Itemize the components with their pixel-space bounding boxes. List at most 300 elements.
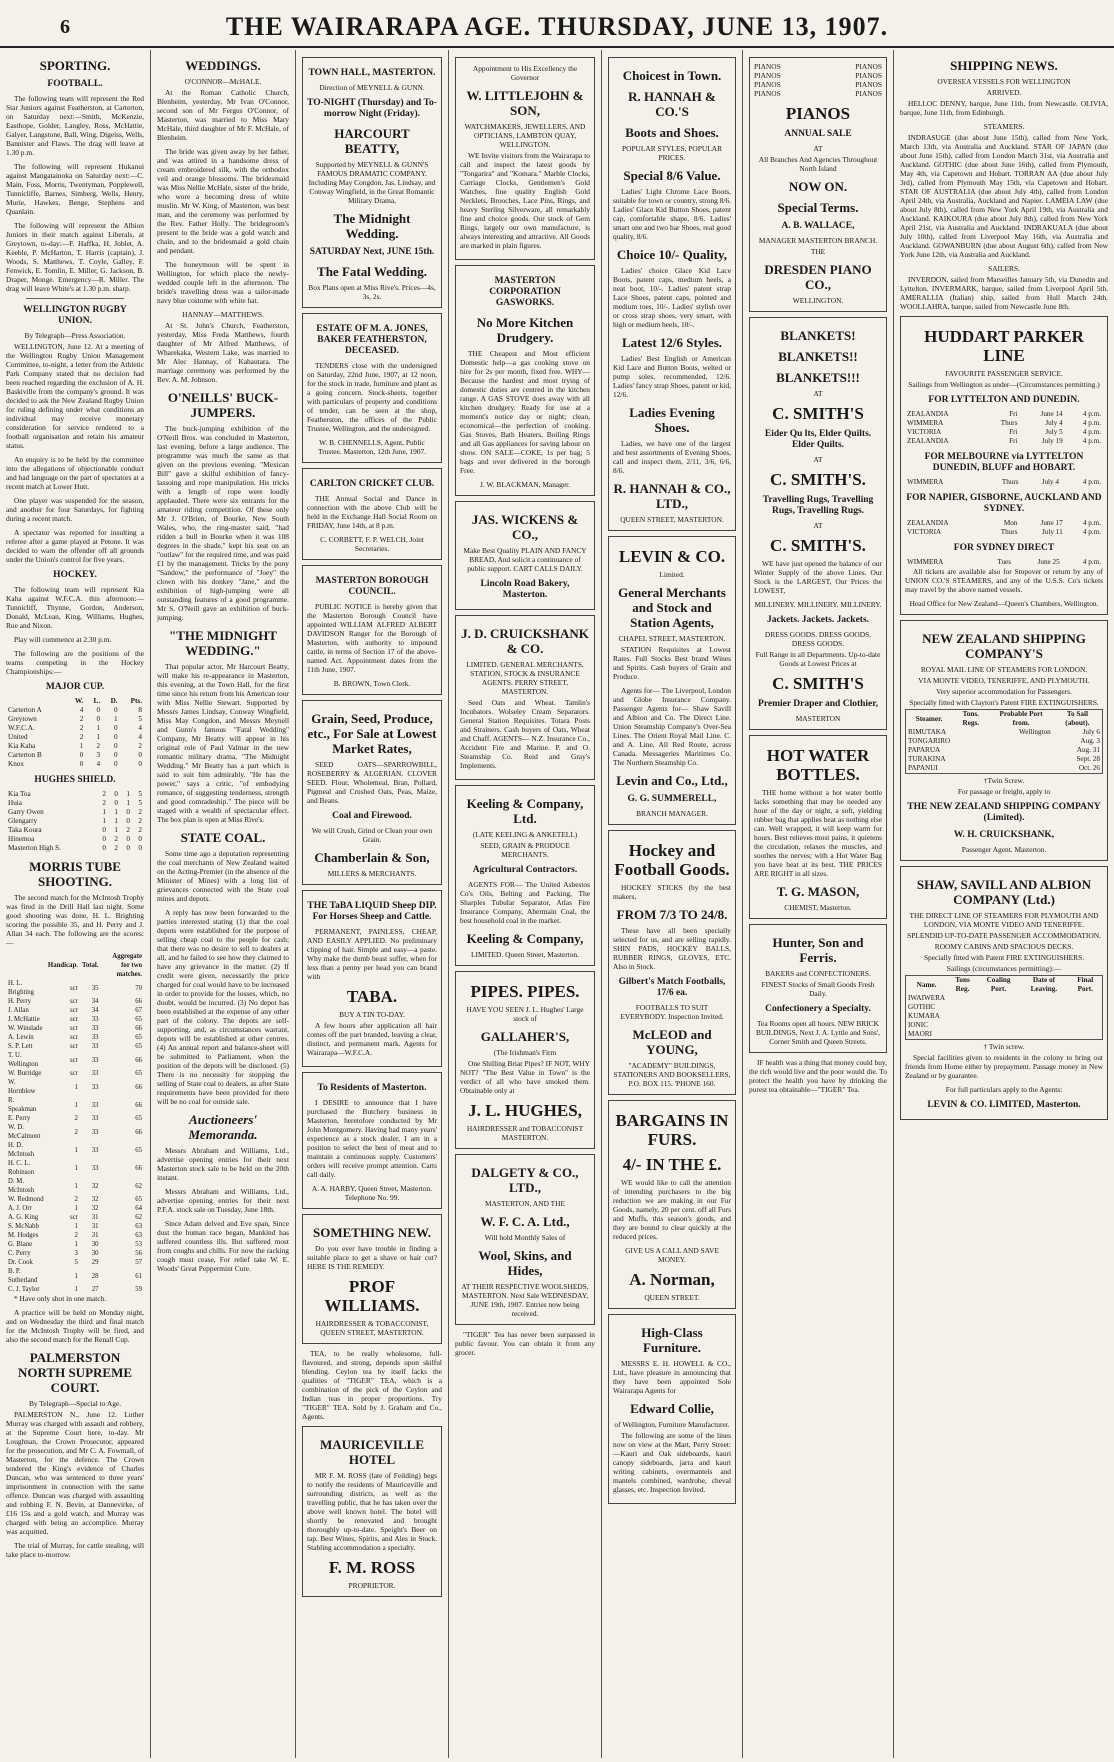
advertisement-gasworks xyxy=(455,265,595,496)
table-cell: S. P. Lett xyxy=(8,1043,33,1050)
advertisement-shaw-savill xyxy=(900,866,1108,1120)
table-cell xyxy=(1069,1012,1103,1021)
advertisement-estate xyxy=(302,313,442,463)
article-paragraph: Messrs Abraham and Williams, Ltd., advertise opening entries for their next P.F.A. stock sale on Tuesday, June 18th. xyxy=(157,1187,289,1214)
table-row xyxy=(6,1033,144,1042)
table-cell: 0 xyxy=(138,844,142,852)
subheading: MORRIS TUBE SHOOTING. xyxy=(29,859,121,889)
table-row xyxy=(6,799,144,808)
article-paragraph: A spectator was reported for insulting a referee after a game played at Petone. It was decided to warn the offender off all grounds under the Union's control for five years. xyxy=(6,528,144,564)
table-cell: C. J. Taylor xyxy=(8,1286,40,1293)
ad-text: I DESIRE to announce that I have purchased the Butchery business in Masterton, heretofore conducted by Mr John Montgomery. Having had many years' experience as a stock dealer, I am in a position to select the best of meat and to maintain a continuous supply. Customers' orders will receive prompt attention. Carts call daily. xyxy=(307,1098,437,1179)
table-row xyxy=(6,1096,144,1114)
table-cell: ZEALANDIA xyxy=(907,437,949,445)
subheading: "THE MIDNIGHT WEDDING." xyxy=(169,628,277,658)
pianos-row xyxy=(754,62,882,71)
table-cell: 62 xyxy=(135,1182,142,1190)
table-row xyxy=(6,826,144,835)
table-cell: 8 xyxy=(138,706,142,714)
ad-signature: W. B. CHENNELLS, Agent, Public Trustee. Masterton, 12th June, 1907. xyxy=(317,438,427,456)
advertisement-town-hall xyxy=(302,57,442,308)
ad-heading: MAURICEVILLE HOTEL xyxy=(319,1437,424,1467)
table-cell: 67 xyxy=(135,1007,142,1014)
table-row xyxy=(6,1204,144,1213)
table-row xyxy=(6,724,144,733)
ad-heading: Latest 12/6 Styles. xyxy=(621,335,723,350)
ad-text: MANAGER MASTERTON BRANCH. xyxy=(758,236,878,245)
table-cell: 65 xyxy=(135,1115,142,1122)
table-cell: 1 xyxy=(74,1272,78,1280)
ad-text: Tea Rooms open all hours. NEW BRICK BUILDINGS, Next J. A. Lyttle and Sons', Corner Smith and Queen Streets. xyxy=(755,1019,881,1046)
table-row xyxy=(6,997,144,1006)
ad-text: HAVE YOU SEEN J. L. Hughes' Large stock of xyxy=(466,1005,584,1023)
ad-heading: Agricultural Contractors. xyxy=(472,865,578,875)
table-cell: 0 xyxy=(138,835,142,843)
table-title: HUGHES SHIELD. xyxy=(34,775,116,785)
article-paragraph: At the Roman Catholic Church, Blenheim, yesterday, Mr Ivan O'Connor, second son of Mr Fergus O'Connor, of Masterton, was married to Miss Mary McHale, third daughter of Mr F. McHale, of Blenheim. xyxy=(157,88,289,142)
subheading: STEAMERS. xyxy=(983,122,1025,131)
table-cell xyxy=(1019,1003,1068,1012)
table-cell: Thurs xyxy=(1001,478,1019,486)
table-cell: Wellington xyxy=(1019,728,1051,736)
table-cell: 1 xyxy=(126,790,130,798)
article-paragraph: WELLINGTON, June 12. At a meeting of the Wellington Rugby Union Management Committee, to-night, a letter from the Athletic Park Company stated that no decision had been reached regarding the exclusion of A. H. Baskiville from the company's ground. It was decided to ask the New Zealand Rugby Union for ruling defining under what conditions an individual may receive monetary consideration for service rendered to a football organisation and retain his amateur status. xyxy=(6,342,144,450)
ad-heading: SOMETHING NEW. xyxy=(313,1225,431,1240)
advertisement-keeling xyxy=(455,785,595,966)
ad-text: POPULAR STYLES, POPULAR PRICES. xyxy=(622,144,722,162)
table-cell: 0 xyxy=(126,808,130,816)
table-row xyxy=(906,1003,1103,1012)
subheading: WELLINGTON RUGBY UNION. xyxy=(23,305,127,326)
table-cell: PAPANUI xyxy=(908,764,938,772)
ad-heading: ANNUAL SALE xyxy=(784,129,852,139)
column-advertisements-3 xyxy=(602,52,742,1758)
ad-text: Passenger Agent. Masterton. xyxy=(961,845,1047,854)
table-row xyxy=(905,410,1103,419)
table-cell: 2 xyxy=(114,835,118,843)
table-row xyxy=(6,742,144,751)
table-row xyxy=(6,1222,144,1231)
ad-text: ROYAL MAIL LINE OF STEAMERS FOR LONDON. xyxy=(920,665,1088,674)
article-paragraph: * Have only shot in one match. xyxy=(14,1294,107,1303)
ad-heading: W. F. C. A. Ltd., xyxy=(480,1214,570,1229)
table-header xyxy=(6,697,66,706)
table-cell: Masterton High S. xyxy=(8,844,61,852)
table-cell: 65 xyxy=(135,1146,142,1154)
table-cell: 33 xyxy=(91,1115,99,1122)
table-cell: 1 xyxy=(74,1164,78,1172)
table-cell: 33 xyxy=(91,1070,99,1077)
table-cell: 27 xyxy=(91,1286,99,1293)
table-cell: 3 xyxy=(74,1250,78,1257)
table-cell: 30 xyxy=(91,1241,99,1248)
table-row xyxy=(6,790,144,799)
ad-heading: NOW ON. xyxy=(788,179,848,194)
table-cell: 0 xyxy=(102,844,106,852)
ad-text: WE Invite visitors from the Wairarapa to call and inspect the latest goods by "Tongarira" and "Komara." Marble Clocks, Carriage Clocks, Gentlemen's Gold Watches, fine quality English Gold Necklets, Brooches, Lace Pins, Rings, and heavy Sterling Silverware, all remarkably fine and choice goods. Our stock of Gem Rings, largely our own manufacture, is always interesting and attractive. All Goods are marked in plain figures. xyxy=(460,151,590,250)
table-cell: 4 p.m. xyxy=(1082,519,1101,527)
table-cell: M. Hodges xyxy=(8,1232,39,1239)
table-cell: 4 p.m. xyxy=(1082,528,1101,536)
ad-text: HAIRDRESSER & TOBACCONIST, QUEEN STREET, MASTERTON. xyxy=(315,1319,429,1337)
ad-text: FOOTBALLS TO SUIT EVERYBODY. Inspection Invited. xyxy=(620,1003,724,1021)
ad-heading: Levin and Co., Ltd., xyxy=(616,773,728,788)
table-cell: 1 xyxy=(74,1083,78,1091)
ad-heading: High-Class Furniture. xyxy=(641,1325,703,1355)
table-header-row xyxy=(6,952,144,979)
table-cell: 4 xyxy=(79,706,84,714)
ad-text: of Wellington, Furniture Manufacturer. xyxy=(614,1420,730,1429)
table-cell: Huia xyxy=(8,799,22,807)
ad-text: PUBLIC NOTICE is hereby given that the Masterton Borough Council have appointed WILLIAM ALFRED ALBERT DAVIDSON Ranger for the Borough of Masterton, with authority to impound cattle, in terms of Section 17 of the above-named Act. Appointment dates from the 11th June, 1907. xyxy=(307,602,437,674)
table-cell: PAPARUA xyxy=(908,746,941,754)
byline: By Telegraph—Special to Age. xyxy=(28,1399,122,1408)
table-cell: 61 xyxy=(135,1272,142,1280)
ad-heading: Boots and Shoes. xyxy=(625,125,719,140)
table-cell: Glengarry xyxy=(8,817,38,825)
table-cell: 2 xyxy=(138,742,142,750)
ad-text: We will Crush, Grind or Clean your own Grain. xyxy=(311,826,433,844)
table-cell: T. U. Wellington xyxy=(8,1052,39,1068)
section-heading: WEDDINGS. xyxy=(185,58,261,73)
table-row xyxy=(6,1177,144,1195)
ad-signature: A. A. HARBY, Queen Street, Masterton. Telephone No. 99. xyxy=(311,1184,433,1202)
table-row xyxy=(6,706,144,715)
table-cell: Carterton A xyxy=(8,706,42,714)
table-cell: Kia Kaha xyxy=(8,742,36,750)
table-cell: VICTORIA xyxy=(907,428,942,436)
ad-heading: C. SMITH'S xyxy=(772,404,864,423)
pianos-word: PIANOS xyxy=(855,62,882,71)
article-paragraph: The following team will represent the Red Star Juniors against Featherston, at Carterton, on Saturday next:—Smith, McKenzie, Easthope, Golder, Langley, Ross, McHattie, Galyer, Langstone, Ball, Wing, Digeiss, Wells, Bannister and Flaws. The drag will leave at 1.30 p.m. xyxy=(6,94,144,157)
advertisement-dalgety xyxy=(455,1154,595,1325)
advertisement-hunter xyxy=(749,924,887,1053)
table-cell: 2 xyxy=(138,817,142,825)
table-row xyxy=(906,994,1103,1003)
ad-text: Do you ever have trouble in finding a suitable place to get a shave or hair cut? HERE IS THE REMEDY. xyxy=(307,1244,437,1271)
table-row xyxy=(905,419,1103,428)
advertisement-furniture xyxy=(608,1314,736,1504)
table-cell: 66 xyxy=(135,1025,142,1032)
table-cell: United xyxy=(8,733,28,741)
advertisement-hannah xyxy=(608,57,736,531)
table-header: Tons. Regs. xyxy=(962,710,980,727)
table-cell: Fri xyxy=(1009,428,1018,436)
advertisement-pianos xyxy=(749,57,887,312)
ad-text: MILLINERY. MILLINERY. MILLINERY. xyxy=(754,600,882,609)
table-row xyxy=(6,1015,144,1024)
article-paragraph: The buck-jumping exhibition of the O'Neill Bros. was concluded in Masterton, last evening, before a large audience. The programme was much the same as that given on the previous evening. "Mexican Bill" gave a skilful exhibition of fancy-lassoing and rope manipulation. His tricks with a length of rope were loudly applauded. There were six entrants for the amateur riding competition. Of these only Mr J. O'Brien, of Bourke, New South Wales, who, the ring-master said, "had ridden a bull in Bourke when it was 108 degrees in the shade," kept his seat on an "outlaw" for the required time, and was paid £1 by the management. Tricks by the pony "Sandow," the performance of "Joey" the clown with his donkey "Jane," and the exhibition of high-jumping were all outstanding features of a good programme. Mr S. O'Neill gave an exhibition of buck-jumping. xyxy=(157,424,289,622)
ad-heading: W. LITTLEJOHN & SON, xyxy=(466,88,584,118)
ad-text: AT xyxy=(813,389,823,398)
pianos-word: PIANOS xyxy=(754,89,781,98)
table-row xyxy=(6,1231,144,1240)
ad-heading: Coal and Firewood. xyxy=(332,811,412,821)
subheading: ARRIVED. xyxy=(986,88,1022,97)
table-cell: 4 xyxy=(96,760,101,768)
table-row xyxy=(6,1114,144,1123)
ad-text: SEED, GRAIN & PRODUCE MERCHANTS. xyxy=(480,841,570,859)
table-cell: 1 xyxy=(74,1223,78,1230)
table-cell: A. Lewin xyxy=(8,1034,34,1041)
ad-text: "ACADEMY" BUILDINGS, STATIONERS AND BOOKSELLERS, P.O. BOX 115. 'PHONE 160. xyxy=(613,1061,731,1088)
advertisement-borough-council xyxy=(302,565,442,695)
ad-text: "TIGER" Tea has never been surpassed in public favour. You can obtain it from any grocer. xyxy=(455,1330,595,1357)
ad-text: For full particulars apply to the Agents: xyxy=(945,1085,1063,1094)
ad-heading: LEVIN & CO. xyxy=(618,547,726,566)
table-cell: July 6 xyxy=(1082,728,1100,736)
ad-heading: PIANOS xyxy=(785,104,851,123)
table-cell: 1 xyxy=(96,724,101,732)
table-cell: 4 p.m. xyxy=(1082,437,1101,445)
table-cell xyxy=(978,994,1019,1003)
ad-heading: HUDDART PARKER LINE xyxy=(924,327,1084,365)
subheading: OVERSEA VESSELS FOR WELLINGTON xyxy=(937,77,1071,86)
ad-heading: G. G. SUMMERELL, xyxy=(627,794,717,804)
article-paragraph: HELLOC DENNY, barque, June 11th, from Newcastle. OLIVIA, barque, June 11th, from Edinburgh. xyxy=(900,99,1108,117)
table-cell: 2 xyxy=(74,1115,78,1122)
table-cell: 62 xyxy=(135,1214,142,1221)
table-cell: scr xyxy=(70,1043,78,1050)
table-header xyxy=(6,952,46,979)
ad-text: † Twin screw. xyxy=(983,1042,1025,1051)
table-cell: 2 xyxy=(138,808,142,816)
ad-heading: C. SMITH'S. xyxy=(770,536,866,555)
table-cell xyxy=(989,755,1052,764)
ad-text: The following are some of the lines now on view at the Mart, Perry Street:—Kauri and Oak sideboards, kauri canopy sideboards, jarra and kauri writing cabinets, overmantels and mantels combined, wardrobe, cheval glasses, etc. Inspection Invited. xyxy=(613,1431,731,1494)
ad-text: VIA MONTE VIDEO, TENERIFFE, AND PLYMOUTH. xyxy=(918,676,1090,685)
table-row xyxy=(6,1249,144,1258)
pianos-word: PIANOS xyxy=(754,71,781,80)
subheading: HANNAY—MATTHEWS. xyxy=(182,310,264,319)
ad-heading: ESTATE OF M. A. JONES, BAKER FEATHERSTON, DECEASED. xyxy=(316,324,428,356)
table-header: Aggregate for two matches. xyxy=(112,953,142,978)
table-cell: WIMMERA xyxy=(907,478,944,486)
table-cell xyxy=(1069,1003,1103,1012)
column-advertisements-1 xyxy=(296,52,448,1758)
ad-text: Special facilities given to residents in the colony to bring out friends from Home either by prepayment. Passage money in New Zealand or by guarantee. xyxy=(905,1053,1103,1080)
ad-heading: DALGETY & CO., LTD., xyxy=(471,1165,579,1195)
ad-text: Box Plans open at Miss Rive's. Prices—4s, 3s, 2s. xyxy=(308,283,436,301)
subheading: O'NEILLS' BUCK-JUMPERS. xyxy=(167,390,279,420)
ad-text: Limited. xyxy=(659,570,685,579)
ad-heading: TABA. xyxy=(346,987,398,1006)
article-paragraph: PALMERSTON N., June 12. Luther Murray was charged with assault and robbery, at the Supreme Court here, to-day. Mr Loughnan, the Crown Prosecutor, appeared for the prosecution, and Mr C. A. Fowmall, of Masterton, for the defence. The Crown tendered the King's evidence of Charles Duncan, who was sentenced to three years' imprisonment in connection with the same offence. Duncan was charged with assaulting and robbing F. N. Bevin, at Dannevirke, of £16 15s and a gold watch, and Murray was charged with being an accomplice. Murray was acquitted. xyxy=(6,1410,144,1536)
table-cell: 0 xyxy=(102,835,106,843)
table-cell: 34 xyxy=(91,1007,99,1014)
table-cell: 2 xyxy=(74,1196,78,1203)
table-cell: J. Allan xyxy=(8,1007,29,1014)
table-header: Name. xyxy=(916,980,937,989)
article-paragraph: A practice will be held on Monday night, and on Wednesday the third and final match for the McIntosh Trophy will be fired, and also the second match for the Renall Cup. xyxy=(6,1308,144,1344)
table-cell: 4 xyxy=(138,724,142,732)
ad-heading: Special Terms. xyxy=(777,200,859,215)
table-header: To Sail (about). xyxy=(1065,710,1090,727)
table-cell: W. Winslade xyxy=(8,1025,43,1032)
ad-text: DRESS GOODS. DRESS GOODS. DRESS GOODS. xyxy=(764,630,872,648)
subheading: HOCKEY. xyxy=(53,570,97,580)
article-paragraph: INVERDON, sailed from Marseilles January 5th, via Dunedin and Lyttelton. INVERMARK, barque, sailed from Liverpool April 5th. AMERALLIA (Italian) ship, sailed from Hull March 24th. WOOLLAHRA, barque, sailed from Newcastle June 8th. xyxy=(900,275,1108,311)
ad-text: AGENTS FOR— The United Asbestos Co's Oils, Belting and Packing, The Sharples Tubular Separator, Atlas Fire Insurance Company, Abermain Coal, the best household coal in the market. xyxy=(460,880,590,925)
ad-heading: J. L. HUGHES, xyxy=(468,1101,582,1120)
table-cell: W. D. McCalmont xyxy=(8,1124,41,1140)
table-cell: Sept. 28 xyxy=(1076,755,1100,763)
ad-text: Head Office for New Zealand—Queen's Chambers, Wellington. xyxy=(909,599,1099,608)
table-cell: H. Perry xyxy=(8,998,32,1005)
table-cell: G. Blane xyxy=(8,1241,33,1248)
ad-signature: B. BROWN, Town Clerk. xyxy=(333,679,411,688)
table-title: MAJOR CUP. xyxy=(45,682,105,692)
table-header: Pts. xyxy=(130,697,142,705)
table-row xyxy=(6,844,144,853)
ad-text: Ladies' choice Glace Kid Lace Boots, patent caps, medium heels, a neat boot, 10/-. Ladies' patent strap Lace Shoes, patent caps, pointed and medium toes, 10/-. Ladies' stylish over or cross strap shoes, very smart, with high or medium heels, 10/-. xyxy=(613,266,731,329)
ad-heading: MASTERTON BOROUGH COUNCIL. xyxy=(315,576,429,597)
pianos-row xyxy=(754,80,882,89)
table-cell: Fri xyxy=(1009,437,1018,445)
ad-text: A few hours after application all hair comes off the part branded, leaving a clear, distinct, and permanent mark. Agents for Wairarapa—W.F.C.A. xyxy=(307,1021,437,1057)
column-sporting xyxy=(0,52,150,1758)
ad-heading: CARLTON CRICKET CLUB. xyxy=(309,479,435,489)
ad-heading: A. Norman, xyxy=(629,1270,715,1289)
ad-heading: A. B. WALLACE, xyxy=(781,221,855,231)
major-cup-table xyxy=(6,697,144,769)
subheading: STATE COAL. xyxy=(180,830,266,845)
table-cell: S. McNabb xyxy=(8,1223,39,1230)
table-cell: Oct. 26 xyxy=(1078,764,1100,772)
ad-text: MESSRS E. H. HOWELL & CO., Ltd., have pleasure in announcing that they have been appointed Sole Wairarapa Agents for xyxy=(613,1359,731,1395)
table-cell: 59 xyxy=(135,1286,142,1293)
ad-text: ROOMY CABINS AND SPACIOUS DECKS. xyxy=(934,942,1074,951)
table-cell: 4 p.m. xyxy=(1082,478,1101,486)
advertisement-nz-shipping xyxy=(900,620,1108,861)
table-cell: 33 xyxy=(91,1056,99,1064)
table-cell: A. J. Orr xyxy=(8,1205,32,1212)
ad-text: FINEST Stocks of Small Goods Fresh Daily. xyxy=(761,980,875,998)
table-cell: 2 xyxy=(138,826,142,834)
ad-text: MASTERTON, AND THE xyxy=(485,1199,565,1208)
table-cell: 0 xyxy=(114,790,118,798)
table-cell: 0 xyxy=(138,751,142,759)
table-row xyxy=(6,760,144,769)
pianos-word: PIANOS xyxy=(855,89,882,98)
table-cell: 1 xyxy=(114,817,118,825)
table-cell: 65 xyxy=(135,1043,142,1050)
ad-heading: PROF WILLIAMS. xyxy=(324,1277,420,1315)
table-cell: 30 xyxy=(91,1250,99,1257)
ad-heading: FOR SYDNEY DIRECT xyxy=(953,543,1055,553)
table-cell: 1 xyxy=(79,742,84,750)
newspaper-title: THE WAIRARAPA AGE. THURSDAY, JUNE 13, 1907. xyxy=(225,12,889,41)
table-cell: D. M. McIntosh xyxy=(8,1178,35,1194)
table-cell: 0 xyxy=(79,751,84,759)
table-row xyxy=(6,1078,144,1096)
article-paragraph: The trial of Murray, for cattle stealing, will take place to-morrow. xyxy=(6,1541,144,1559)
advertisement-prof-williams xyxy=(302,1214,442,1344)
ad-heading: FOR LYTTELTON AND DUNEDIN. xyxy=(928,395,1080,405)
ad-text: HOCKEY STICKS (by the best makers, xyxy=(613,883,731,901)
table-row xyxy=(6,1159,144,1177)
article-paragraph: INDRASUGE (due about June 15th), called from New York, March 13th, via Australia and Auckland. STAR OF JAPAN (due about June 15th), called from London March 31st, via Australia and Auckland. GOTHIC (due about June 16th), called from Plymouth, May 4th, via Capetown and Hobart. TORRAN AA (due about July 3rd), called from Plymouth May 15th, via Capetown and Hobart. STAR OF AUSTRALIA (due about July 4th), called from London April 24th, via Australia, Auckland and Napier. LAMEIA LAW (due about July 8th), called from New York April 19th, via Australia and Auckland. KAIKOURA (due about July 8th), called from New York April 21st, via Australia and Auckland. INDRAKUALA (due about July 10th), called from Liverpool May 16th, via Australia and Auckland. GOWANBURN (due about August 6th), called from New York June 12th, via Australia and Auckland. xyxy=(900,133,1108,259)
ad-heading: Eider Qu lts, Elder Quilts. Elder Quilts. xyxy=(764,429,872,450)
table-cell: 2 xyxy=(79,733,84,741)
table-cell: scr xyxy=(70,1070,78,1077)
ad-text: Sailings from Wellington as under—(Circumstances permitting.) xyxy=(908,380,1100,389)
table-cell: 33 xyxy=(91,1043,99,1050)
table-cell: Aug. 31 xyxy=(1076,746,1100,754)
table-cell: 0 xyxy=(79,760,84,768)
table-cell: scr xyxy=(70,1056,78,1064)
table-row xyxy=(6,1240,144,1249)
article-paragraph: The following will represent Hukanui against Mangatainoka on Saturday next:—C. Main, Foss, Morris, Twentyman, Popplewell, Tunnicliffe, Barnes, Simberg, Wells, Henry, Murie, Hawkes, Benge, Stephens and Quanlain. xyxy=(6,162,144,216)
ad-heading: The Fatal Wedding. xyxy=(317,264,427,279)
ad-text: BRANCH MANAGER. xyxy=(636,809,708,818)
table-cell: 66 xyxy=(135,1128,142,1136)
table-cell: 2 xyxy=(96,742,101,750)
table-cell: 66 xyxy=(135,1101,142,1109)
ad-heading: General Merchants and Stock and Station Agents, xyxy=(618,585,726,630)
ad-text: (LATE KEELING & ANKETELL) xyxy=(472,830,578,839)
ad-text: PROPRIETOR. xyxy=(348,1581,396,1590)
table-cell xyxy=(947,994,978,1003)
ad-heading: Hunter, Son and Ferris. xyxy=(772,935,864,965)
article-paragraph: The bride was given away by her father, and was attired in a handsome dress of cream embroidered silk, with the orthodox veil and orange blossoms. The bridesmaid was Miss Nellie McHale, sister of the bride, who wore a becoming dress of white muslin. Mr W. King, of Masterton, was best man, and the ceremony was performed by the Rev. Father Holly. The bridegroom's present to the bride was a gold watch and chain, and to the bridesmaid a gold chain and pendant. xyxy=(157,147,289,255)
table-cell: 2 xyxy=(102,790,106,798)
ad-heading: Special 8/6 Value. xyxy=(623,168,721,183)
advertisement-hughes-pipes xyxy=(455,971,595,1149)
ad-text: Sailings (circumstances permitting):— xyxy=(946,964,1062,973)
column-weddings xyxy=(151,52,295,1758)
sailings-table xyxy=(905,558,1103,567)
table-cell: 66 xyxy=(135,1056,142,1064)
table-cell: W. Redmond xyxy=(8,1196,44,1203)
table-cell: 0 xyxy=(96,706,101,714)
table-row xyxy=(6,1213,144,1222)
ad-text: AT xyxy=(813,455,823,464)
sailings-table xyxy=(905,410,1103,446)
table-cell xyxy=(1069,1030,1103,1040)
table-header: Steamer. xyxy=(915,714,943,723)
table-cell: Aug. 3 xyxy=(1080,737,1100,745)
ad-heading: Choice 10/- Quality, xyxy=(616,247,728,262)
table-row xyxy=(906,755,1103,764)
ad-text: For passage or freight, apply to xyxy=(957,787,1051,796)
article-paragraph: The following team will represent Kia Kaha against W.F.C.A. this afternoon:—Tunnicliff, Thynne, Gordon, Anderson, Donald, McLean, King, Williams, Hughes, Rue and Nixon. xyxy=(6,585,144,630)
ad-heading: Confectionery a Specialty. xyxy=(765,1004,871,1014)
table-cell: 57 xyxy=(135,1259,142,1266)
divider xyxy=(26,298,124,299)
ad-text: LIMITED. Queen Street, Masterton. xyxy=(471,950,579,959)
ad-text: THE DIRECT LINE OF STEAMERS FOR PLYMOUTH AND LONDON, VIA MONTE VIDEO AND TENERIFFE. xyxy=(909,911,1099,929)
table-row xyxy=(6,751,144,760)
table-cell: 2 xyxy=(79,715,84,723)
ad-text: THE Annual Social and Dance in connection with the above Club will be held in the Exchange Hall Social Room on FRIDAY, June 14th, at 8 p.m. xyxy=(307,494,437,530)
table-cell: 65 xyxy=(135,1034,142,1041)
table-cell: 4 p.m. xyxy=(1082,419,1101,427)
table-cell: Hinemoa xyxy=(8,835,35,843)
table-cell: Dr. Cook xyxy=(8,1259,33,1266)
ad-text: Will hold Monthly Sales of xyxy=(484,1233,566,1242)
advertisement-cricket-club xyxy=(302,468,442,560)
table-cell: 29 xyxy=(91,1259,99,1266)
table-cell: 0 xyxy=(113,760,118,768)
ad-text: Supported by MEYNELL & GUNN'S FAMOUS DRAMATIC COMPANY. Including May Congdon, Jas. Lindsay, and Conway Wingfield, in the Great Romantic Military Drama, xyxy=(308,160,436,205)
ad-heading: Lincoln Road Bakery, Masterton. xyxy=(480,579,570,600)
ad-text: GIVE US A CALL AND SAVE MONEY. xyxy=(625,1246,719,1264)
table-cell: RIMUTAKA xyxy=(908,728,947,736)
table-cell: ZEALANDIA xyxy=(907,519,949,527)
ad-text: TO-NIGHT (Thursday) and To-morrow Night (Friday). xyxy=(307,98,437,119)
table-cell xyxy=(989,764,1052,774)
